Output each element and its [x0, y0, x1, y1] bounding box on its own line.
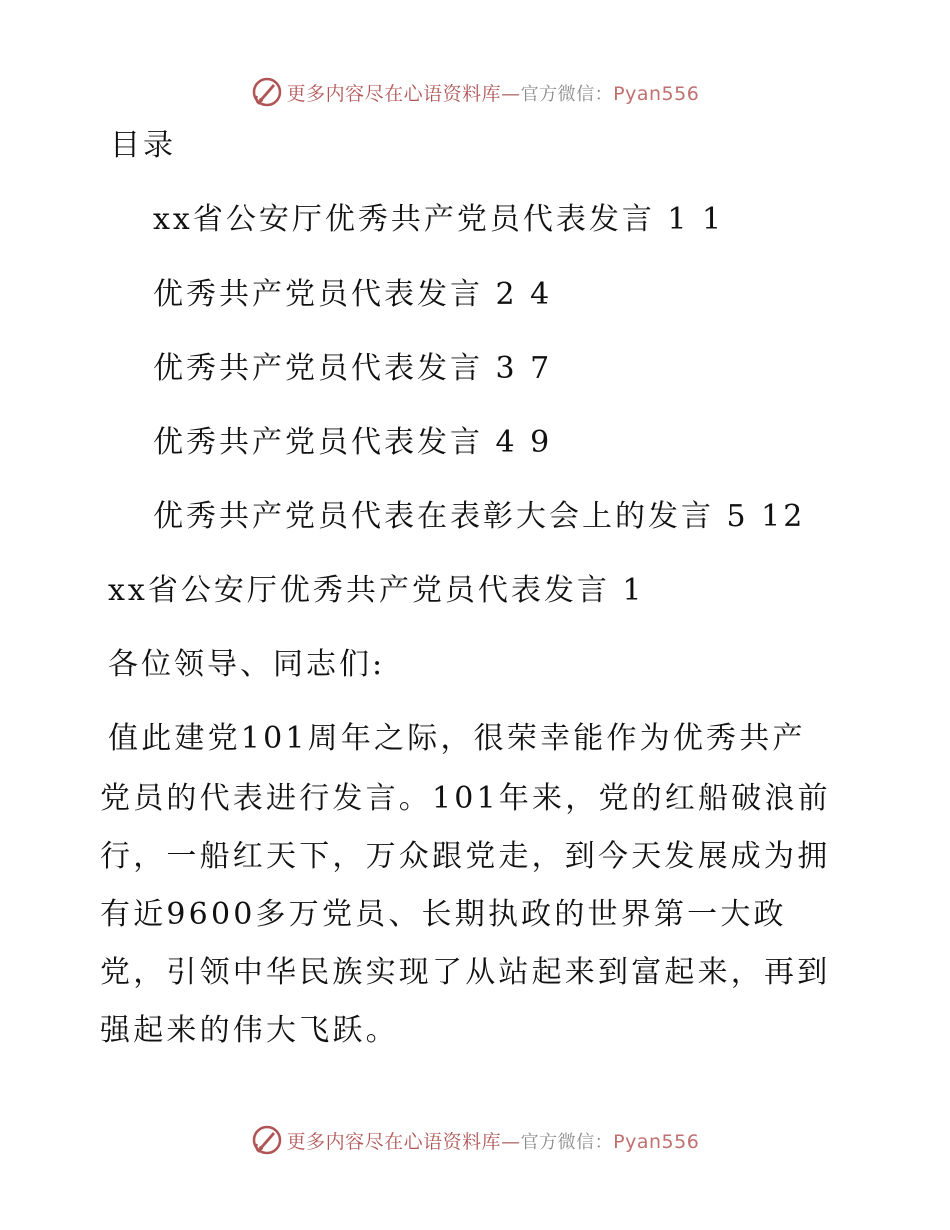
banner-main-text: 更多内容尽在心语资料库	[286, 82, 502, 105]
quill-pen-logo-icon	[251, 1124, 283, 1156]
toc-item: xx省公安厅优秀共产党员代表发言 1 1	[153, 202, 725, 237]
paragraph-line: 强起来的伟大飞跃。	[100, 1013, 399, 1048]
banner-wechat-label: 官方微信：	[520, 1131, 614, 1153]
paragraph-line: 行，一船红天下，万众跟党走，到今天发展成为拥	[100, 839, 831, 874]
header-banner	[0, 70, 950, 114]
paragraph-line: 有近9600多万党员、长期执政的世界第一大政	[100, 897, 787, 932]
toc-item: 优秀共产党员代表发言 3 7	[153, 351, 553, 386]
banner-wechat-label: 官方微信：	[520, 83, 614, 105]
banner-dash: —	[501, 1130, 521, 1153]
paragraph-line: 党，引领中华民族实现了从站起来到富起来，再到	[100, 955, 831, 990]
paragraph-line: 值此建党101周年之际，很荣幸能作为优秀共产	[108, 721, 806, 756]
toc-item: 优秀共产党员代表发言 2 4	[153, 277, 553, 312]
banner-dash: —	[501, 82, 521, 105]
banner-wechat-id: Pyan556	[613, 82, 700, 105]
section-heading: xx省公安厅优秀共产党员代表发言 1	[108, 573, 645, 608]
toc-item: 优秀共产党员代表发言 4 9	[153, 425, 553, 460]
toc-item: 优秀共产党员代表在表彰大会上的发言 5 12	[153, 499, 806, 534]
banner-text	[287, 1127, 700, 1154]
quill-pen-logo-icon	[251, 76, 283, 108]
paragraph-line: 党员的代表进行发言。101年来，党的红船破浪前	[100, 781, 831, 816]
greeting: 各位领导、同志们:	[108, 647, 386, 682]
toc-title: 目录	[110, 128, 176, 163]
footer-banner	[0, 1118, 950, 1162]
banner-wechat-id: Pyan556	[613, 1130, 700, 1153]
banner-text	[287, 79, 700, 106]
banner-main-text: 更多内容尽在心语资料库	[286, 1130, 502, 1153]
